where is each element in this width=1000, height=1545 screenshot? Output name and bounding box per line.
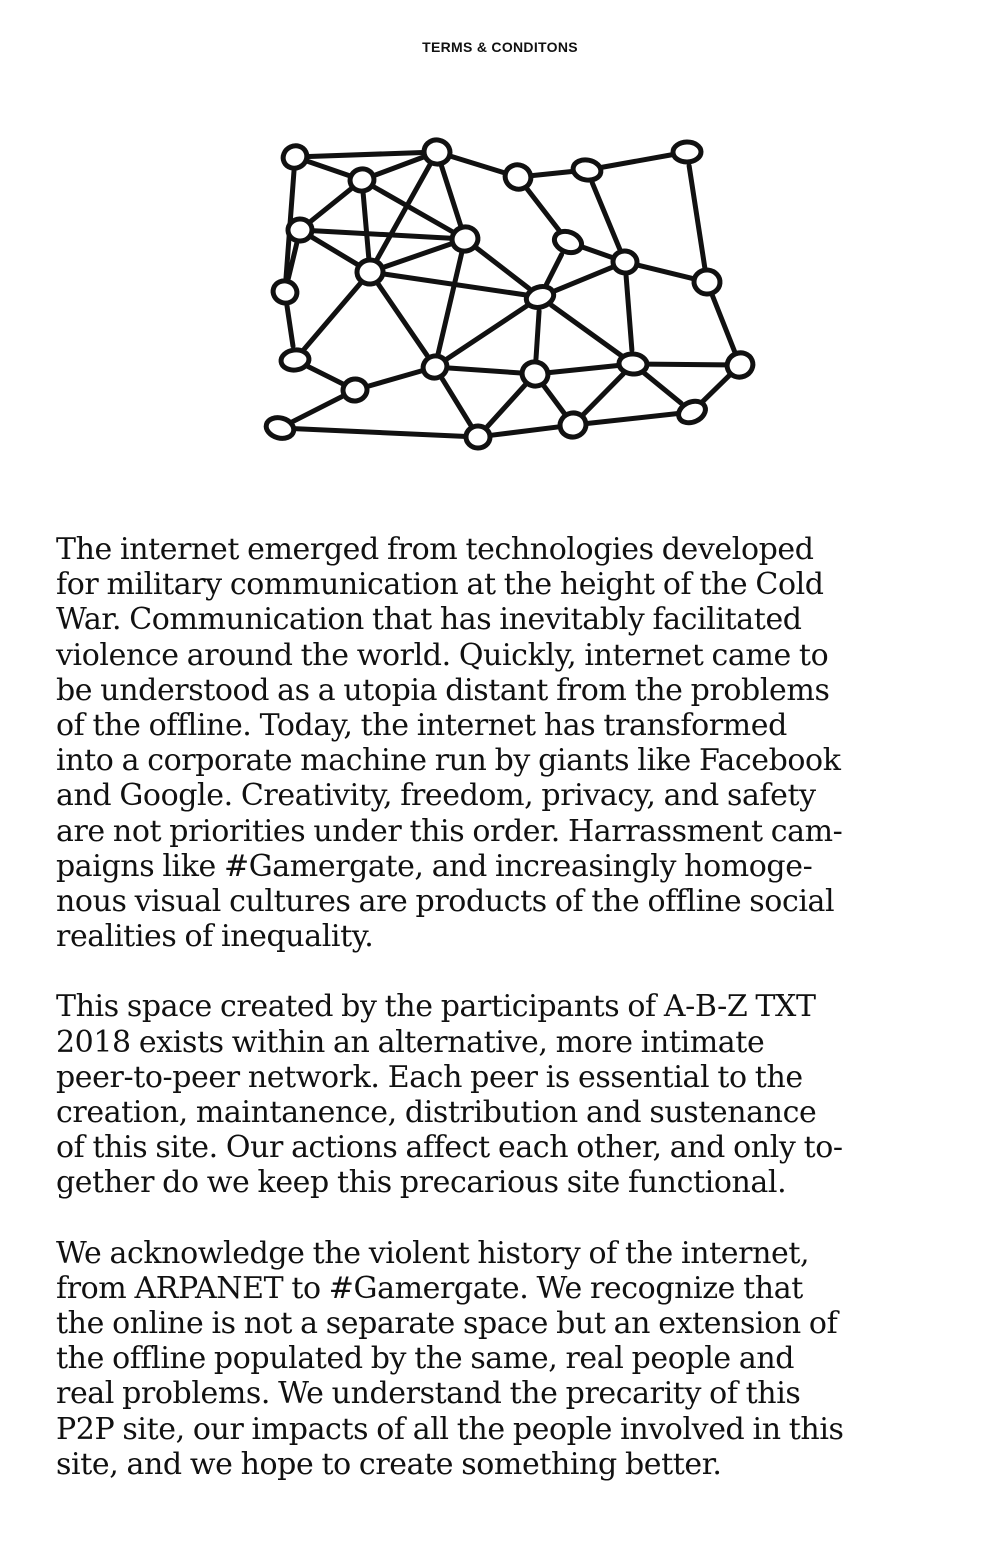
network-node bbox=[287, 218, 312, 241]
page-title: TERMS & CONDITONS bbox=[422, 39, 578, 55]
network-edge bbox=[581, 247, 612, 258]
network-edge bbox=[527, 188, 560, 231]
network-node bbox=[558, 411, 588, 440]
network-node bbox=[422, 138, 452, 167]
network-edge bbox=[492, 427, 559, 435]
network-edge bbox=[592, 183, 619, 249]
network-edge bbox=[551, 305, 621, 356]
network-edge bbox=[383, 244, 452, 268]
network-edge bbox=[639, 265, 694, 278]
network-graph-icon bbox=[250, 132, 760, 462]
network-edge bbox=[449, 368, 521, 373]
network-node bbox=[280, 348, 310, 371]
network-node bbox=[341, 377, 368, 402]
network-edge bbox=[549, 365, 619, 372]
terms-body bbox=[56, 532, 956, 1517]
network-edge bbox=[546, 255, 561, 285]
network-edge bbox=[369, 371, 422, 386]
network-node bbox=[612, 249, 639, 274]
network-node bbox=[348, 166, 377, 193]
network-edge bbox=[308, 366, 343, 383]
network-edge bbox=[626, 276, 632, 350]
network-edge bbox=[553, 267, 612, 291]
network-edge bbox=[314, 231, 451, 238]
network-node bbox=[693, 269, 721, 296]
network-node bbox=[270, 278, 300, 307]
network-edge bbox=[689, 166, 705, 268]
network-node bbox=[618, 353, 647, 375]
network-edge bbox=[308, 162, 349, 176]
network-edge bbox=[375, 157, 424, 175]
network-edge bbox=[442, 379, 470, 425]
network-edge bbox=[312, 237, 358, 265]
network-edge bbox=[532, 171, 573, 175]
network-edge bbox=[447, 305, 529, 359]
network-node bbox=[673, 142, 701, 162]
network-edge bbox=[450, 156, 504, 173]
paragraph-p2p-network: This space created by the participants of A-B-Z TXT 2018 exists within an alternative, more intimate peer-to-peer network. Each peer is essential to the creation, maintanence, distribution and sustenance of this site. Our actions affect each other, and only to- gether do we keep this precarious site functional. bbox=[56, 989, 843, 1201]
network-node bbox=[356, 259, 384, 285]
network-edge bbox=[587, 414, 678, 424]
network-edge bbox=[363, 194, 369, 258]
network-edge bbox=[309, 153, 423, 157]
network-edge bbox=[487, 384, 525, 426]
network-edge bbox=[441, 165, 460, 225]
network-edge bbox=[311, 189, 351, 221]
network-edge bbox=[543, 385, 564, 414]
network-edge bbox=[476, 248, 529, 289]
network-edge bbox=[378, 284, 427, 356]
network-node bbox=[420, 353, 450, 382]
network-edge bbox=[536, 311, 539, 360]
network-edge bbox=[294, 429, 464, 437]
network-edge bbox=[287, 306, 293, 346]
network-node bbox=[571, 158, 602, 183]
network-edge bbox=[293, 396, 343, 421]
network-edge bbox=[304, 283, 361, 350]
network-edge bbox=[438, 253, 462, 354]
paragraph-acknowledgement: We acknowledge the violent history of the internet, from ARPANET to #Gamergate. We recognize that the online is not a separate space but an extension of the offline populated by the same, real people and real problems. We understand the precarity of this P2P site, our impacts of all the people involved in this site, and we hope to create something better. bbox=[56, 1235, 844, 1482]
network-node bbox=[279, 142, 310, 172]
network-node bbox=[264, 415, 296, 442]
network-node bbox=[466, 426, 491, 449]
network-node bbox=[551, 228, 584, 257]
network-edge bbox=[712, 295, 735, 352]
network-edge bbox=[702, 375, 730, 402]
network-edge bbox=[583, 374, 623, 415]
paragraph-history: The internet emerged from technologies developed for military communication at the height of the Cold War. Communication that has inevitably facilitated violence around the world. Quickly, internet came to be understood as a utopia distant from the problems of the offline. Today, the internet has transformed into a corporate machine run by giants like Facebook and Google. Creativity, freedom, privacy, and safety are not priorities under this order. Harrassment cam- paigns like #Gamergate, and increasingly homoge- nous visual cultures are products of the offline social realities of inequality. bbox=[56, 532, 843, 955]
network-edge bbox=[644, 373, 681, 403]
network-edge bbox=[601, 155, 673, 168]
network-edge bbox=[647, 364, 726, 365]
